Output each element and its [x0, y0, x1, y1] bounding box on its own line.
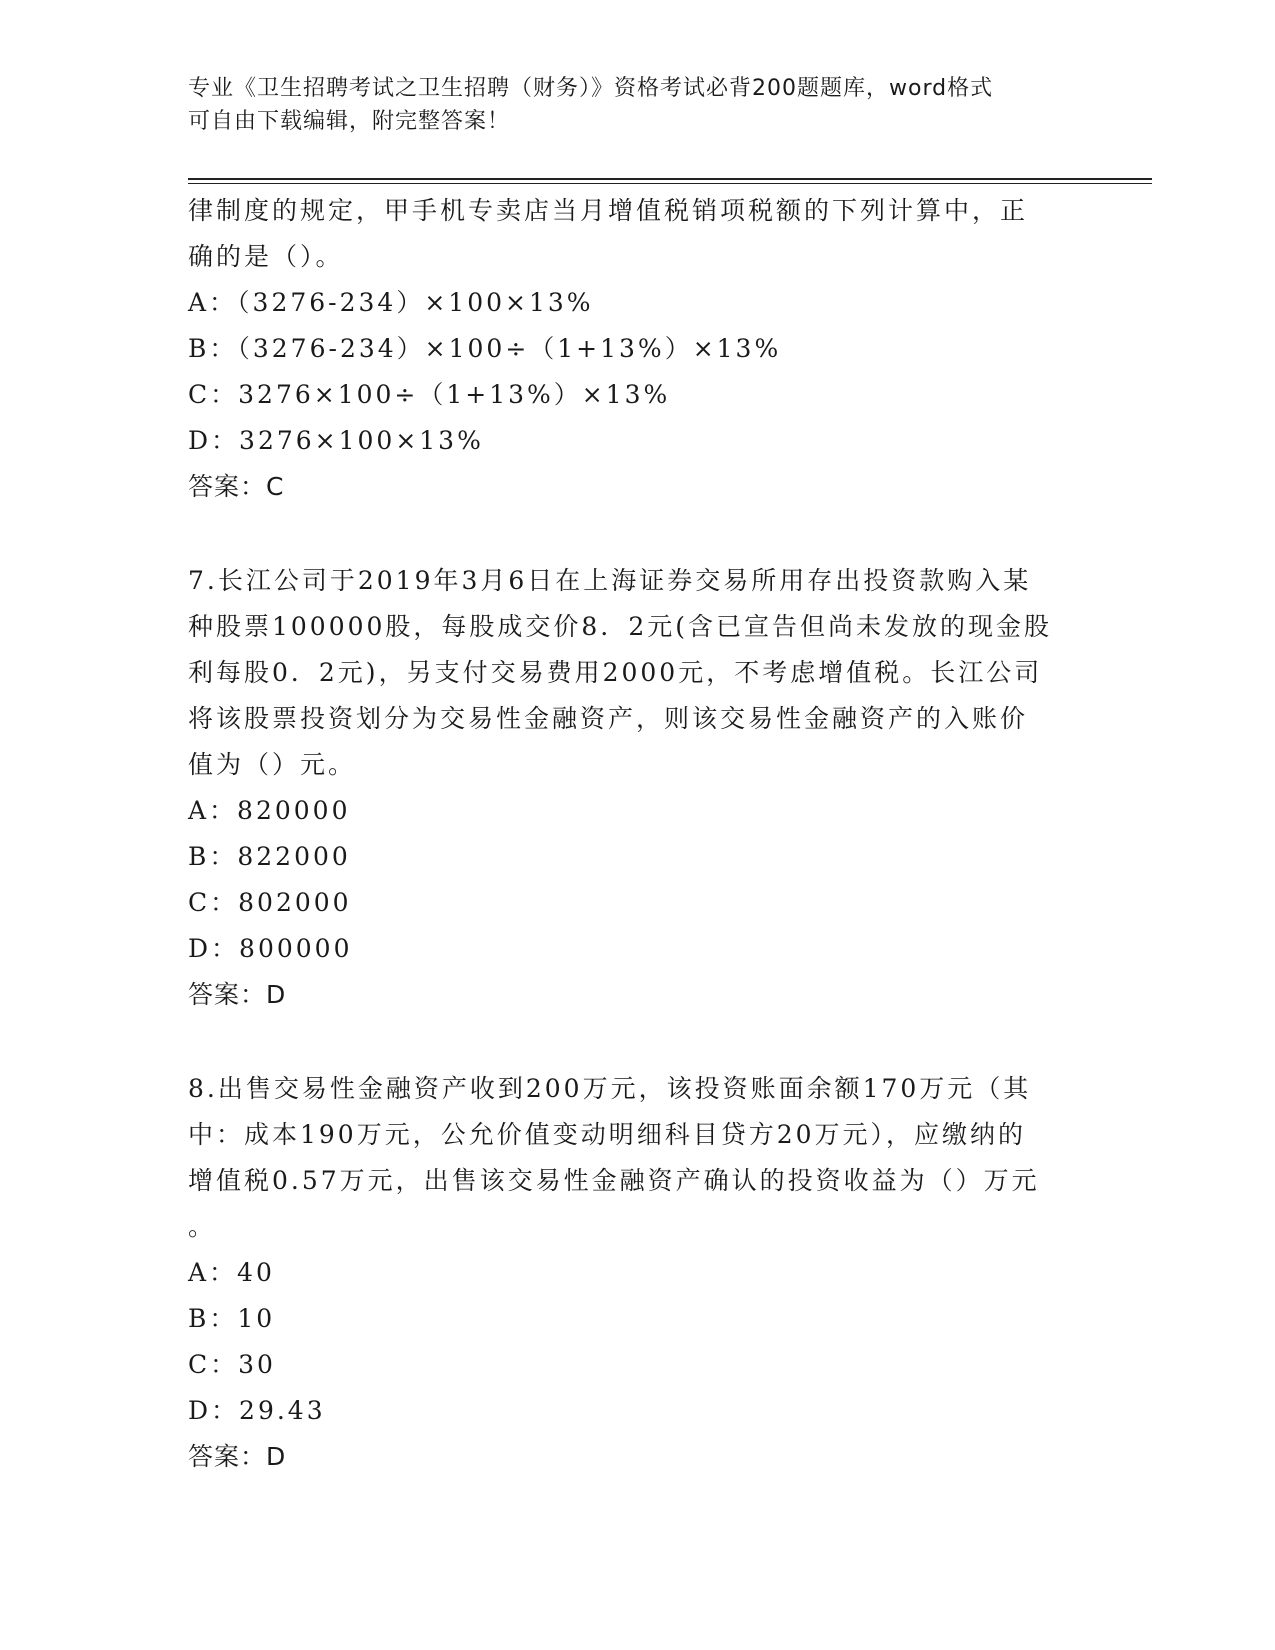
question-text	[188, 188, 1088, 280]
header-divider-thick	[188, 178, 1152, 180]
option-a: A：40	[188, 1258, 275, 1287]
question-text-line: 将该股票投资划分为交易性金融资产，则该交易性金融资产的入账价	[188, 704, 1029, 733]
question-spacer	[188, 510, 1088, 558]
option-d: D：29.43	[188, 1396, 326, 1425]
header-line-2: 可自由下载编辑，附完整答案！	[188, 109, 511, 134]
option-a: A：820000	[188, 796, 351, 825]
question-6	[188, 188, 1088, 510]
option-c: C：802000	[188, 888, 352, 917]
option-b: B：822000	[188, 842, 351, 871]
answer-line: 答案：D	[188, 980, 287, 1009]
option-a: A：（3276-234）×100×13%	[188, 288, 594, 317]
option-b: B：（3276-234）×100÷（1+13%）×13%	[188, 334, 782, 363]
header-line-1: 专业《卫生招聘考试之卫生招聘（财务）》资格考试必背200题题库，word格式	[188, 76, 994, 101]
question-8	[188, 1066, 1088, 1480]
question-text-line: 利每股0．2元)，另支付交易费用2000元，不考虑增值税。长江公司	[188, 658, 1043, 687]
question-list	[188, 188, 1088, 1480]
question-text-line: 。	[188, 1212, 217, 1241]
question-7	[188, 558, 1088, 1018]
answer-line: 答案：C	[188, 472, 285, 501]
question-text-line: 增值税0.57万元，出售该交易性金融资产确认的投资收益为（）万元	[188, 1166, 1040, 1195]
option-b: B：10	[188, 1304, 276, 1333]
option-d: D：800000	[188, 934, 353, 963]
question-text-line: 7.长江公司于2019年3月6日在上海证券交易所用存出投资款购入某	[188, 566, 1032, 595]
question-text	[188, 558, 1088, 788]
question-text-line: 值为（）元。	[188, 750, 357, 779]
question-spacer	[188, 1018, 1088, 1066]
question-text-line: 中：成本190万元，公允价值变动明细科目贷方20万元），应缴纳的	[188, 1120, 1027, 1149]
question-text-line: 确的是（）。	[188, 242, 344, 271]
question-text	[188, 1066, 1088, 1250]
answer-line: 答案：D	[188, 1442, 287, 1471]
question-text-line: 种股票100000股，每股成交价8．2元(含已宣告但尚未发放的现金股	[188, 612, 1053, 641]
document-header	[188, 72, 1068, 138]
option-d: D：3276×100×13%	[188, 426, 484, 455]
question-text-line: 律制度的规定，甲手机专卖店当月增值税销项税额的下列计算中，正	[188, 196, 1029, 225]
question-text-line: 8.出售交易性金融资产收到200万元，该投资账面余额170万元（其	[188, 1074, 1032, 1103]
option-c: C：3276×100÷（1+13%）×13%	[188, 380, 671, 409]
header-divider-thin	[188, 183, 1152, 184]
option-c: C：30	[188, 1350, 276, 1379]
